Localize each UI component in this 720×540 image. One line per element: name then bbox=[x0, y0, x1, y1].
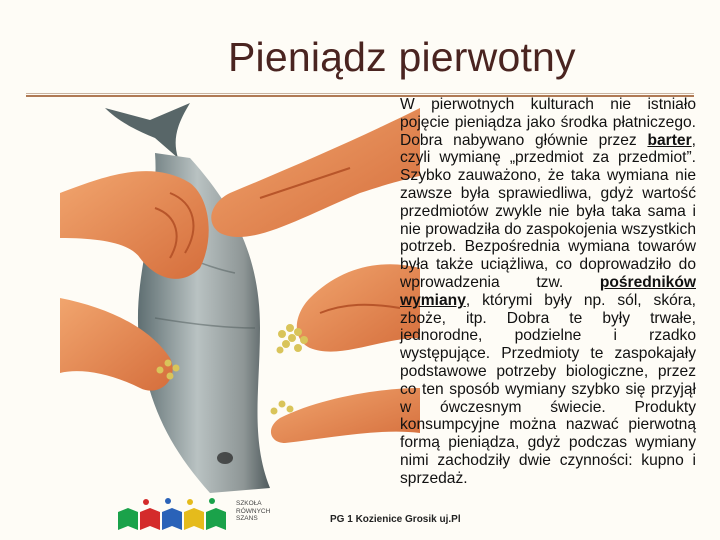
body-part-3: , którymi były np. sól, skóra, zboże, itp. Dobra te były trwałe, jednorodne, podzielne i rzadko występujące. Przedmioty te zaspokajały podstawowe potrzeby biologiczne, przez co ten sposób wymiany szybko się przyjął w ówczesnym świecie. Produkty konsumpcyjne można nazwać pierwotną formą pieniądza, gdyż podczas wymiany nimi zachodziły dwie czynności: kupno i sprzedaż. bbox=[400, 291, 696, 487]
gripping-hand bbox=[60, 171, 209, 279]
slide-body-text bbox=[398, 96, 696, 488]
term-intermediaries: pośredników wymiany bbox=[400, 273, 696, 309]
grain-pile-3 bbox=[271, 401, 294, 415]
school-logo bbox=[116, 496, 256, 534]
slide-title: Pieniądz pierwotny bbox=[228, 34, 576, 80]
footer-page-label: PG 1 Kozienice Grosik uj.Pl bbox=[330, 514, 461, 525]
receiving-hand-top bbox=[211, 108, 420, 237]
school-logo-text: SZKOŁA RÓWNYCH SZANS bbox=[236, 500, 271, 523]
term-barter: barter bbox=[647, 131, 692, 149]
body-part-1: W pierwotnych kulturach nie istniało pojęcie pieniądza jako środka płatniczego. Dobra nabywano głównie przez bbox=[400, 96, 696, 149]
body-part-2: , czyli wymianę „przedmiot za przedmiot”. Szybko zauważono, że taka wymiana nie zawsze była sprawiedliwa, gdyż wartość przedmiotów zwykle nie była taka sama i nie prowadziła do zaspokojenia wszystkich potrzeb. Bezpośrednia wymiana towarów była także uciążliwa, co doprowadziło do wprowadzenia tzw. bbox=[400, 131, 696, 291]
fish-tail bbox=[105, 103, 190, 158]
barter-hands-illustration bbox=[60, 98, 420, 498]
